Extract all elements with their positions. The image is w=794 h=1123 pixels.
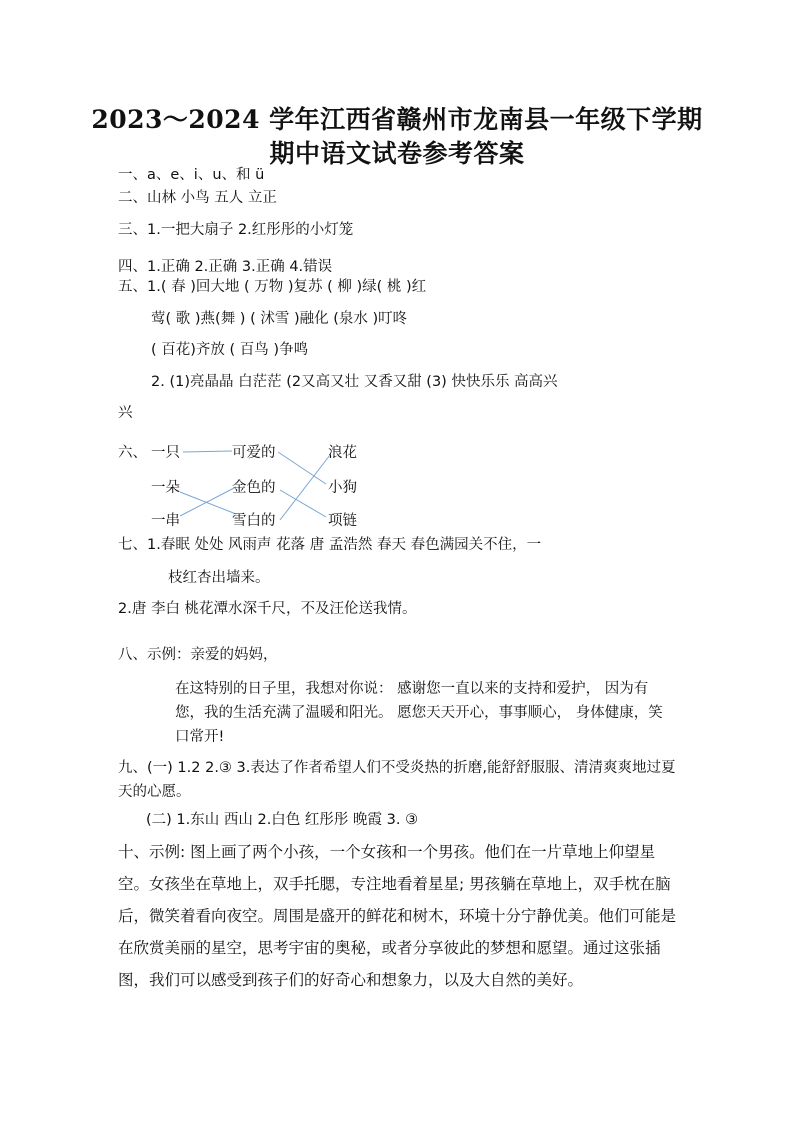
q6-right-3: 项链: [328, 513, 357, 529]
q6-left-2: 一朵: [151, 480, 180, 496]
link-jinsede-xianglian: [280, 490, 326, 517]
title-line-1: 2023～2024 学年江西省赣州市龙南县一年级下学期: [91, 105, 703, 134]
q4-answer: 四、1.正确 2.正确 3.正确 4.错误: [118, 259, 333, 275]
q5-line-1: 五、1.( 春 )回大地 ( 万物 )复苏 ( 柳 )绿( 桃 )红: [118, 279, 427, 295]
q6-left-1: 一只: [151, 445, 180, 461]
title-line-2: 期中语文试卷参考答案: [269, 139, 525, 168]
link-yizhi-keaide: [183, 451, 232, 452]
q1-answer: 一、a、e、i、u、和 ü: [118, 167, 265, 183]
q9-part-1: 九、(一) 1.2 2.③ 3.表达了作者希望人们不受炎热的折磨,能舒舒服服、清清爽爽地过夏天的心愿。: [118, 760, 676, 800]
q5-line-2: 莺( 歌 )燕(舞 ) ( 沭雪 )融化 (泉水 )叮咚: [151, 311, 408, 327]
q7-line-2: 枝红杏出墙来。: [168, 570, 270, 586]
q6-right-1: 浪花: [328, 445, 357, 461]
q5-line-5: 兴: [118, 405, 133, 421]
link-xuebaide-langhua: [280, 455, 330, 520]
q6-label: 六、: [118, 445, 147, 461]
link-keaide-xiaogou: [278, 452, 326, 484]
q10-paragraph: 十、示例: 图上画了两个小孩，一个女孩和一个男孩。他们在一片草地上仰望星空。女孩坐在草地上，双手托腮，专注地看着星星; 男孩躺在草地上，双手枕在脑后，微笑着看向夜空。周围是盛开的鲜花和树木，环境十分宁静优美。他们可能是在欣赏美丽的星空，思考宇宙的奥秘，或者分享彼此的梦想和愿望。通过这张插图，我们可以感受到孩子们的好奇心和想象力，以及大自然的美好。: [118, 843, 677, 989]
q8-paragraph: 在这特别的日子里，我想对你说： 感谢您一直以来的支持和爱护， 因为有您，我的生活充满了温暖和阳光。 愿您天天开心，事事顺心， 身体健康，笑口常开!: [175, 681, 663, 745]
q6-left-3: 一串: [151, 513, 180, 529]
q6-right-2: 小狗: [328, 480, 357, 496]
q3-answer: 三、1.一把大扇子 2.红彤彤的小灯笼: [118, 222, 354, 238]
q6-middle-1: 可爱的: [232, 445, 276, 461]
link-yiduo-xuebaide: [180, 492, 236, 514]
q7-line-3: 2.唐 李白 桃花潭水深千尺，不及汪伦送我情。: [118, 601, 417, 617]
q7-line-1: 七、1.春眠 处处 风雨声 花落 唐 孟浩然 春天 春色满园关不住，一: [118, 537, 542, 553]
q5-line-3: ( 百花)齐放 ( 百鸟 )争鸣: [151, 342, 309, 358]
q2-answer: 二、山林 小鸟 五人 立正: [118, 190, 277, 206]
q6-middle-3: 雪白的: [232, 513, 276, 529]
q8-greeting: 八、示例：亲爱的妈妈，: [118, 647, 278, 663]
q6-middle-2: 金色的: [232, 480, 276, 496]
q5-line-4: 2. (1)亮晶晶 白茫茫 (2又高又壮 又香又甜 (3) 快快乐乐 高高兴: [151, 374, 558, 390]
link-yichuan-jinsede: [180, 487, 236, 516]
q9-part-2: (二) 1.东山 西山 2.白色 红彤彤 晚霞 3. ③: [146, 812, 419, 828]
